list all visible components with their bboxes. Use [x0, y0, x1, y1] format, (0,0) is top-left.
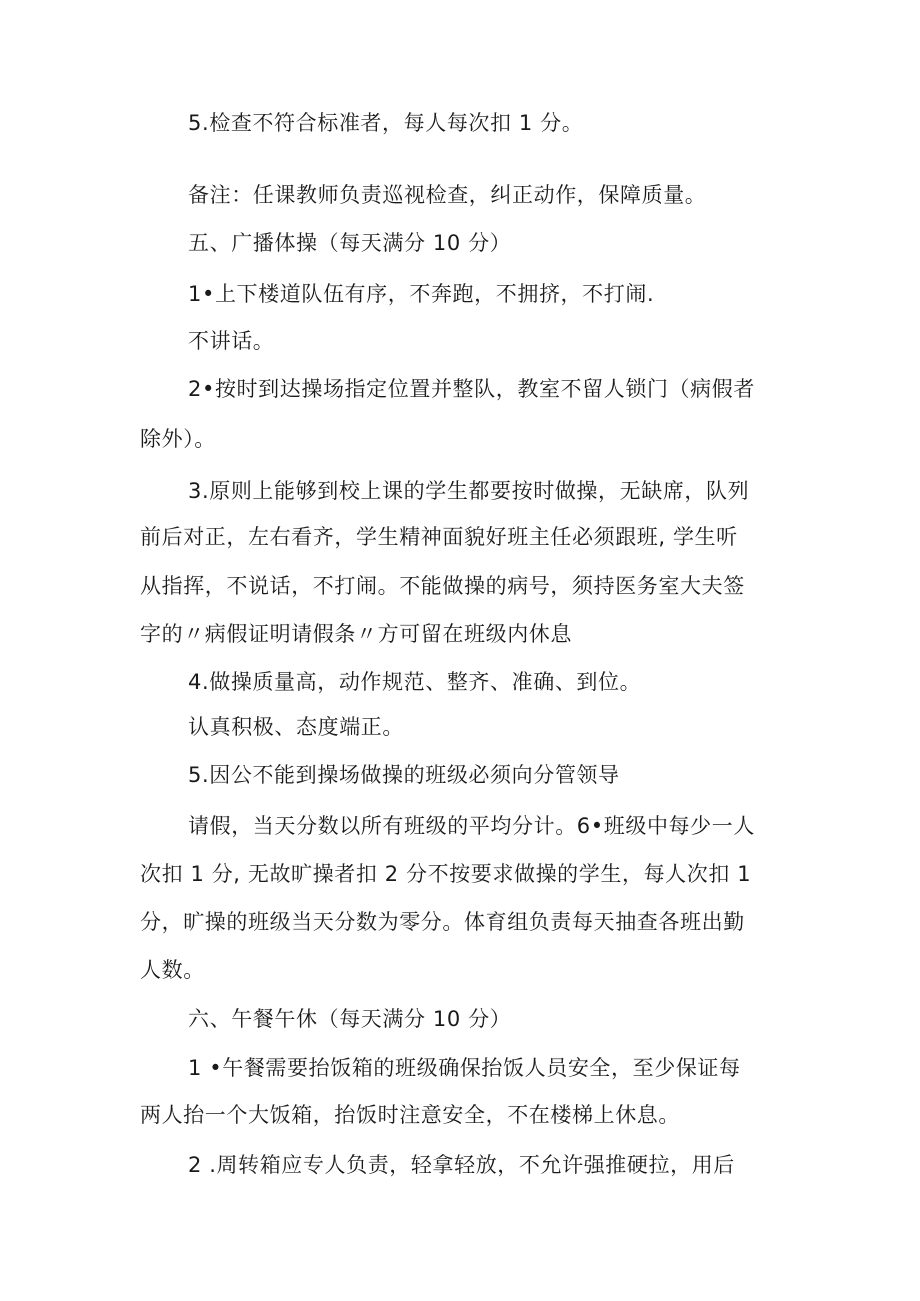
text-line: 除外）。	[140, 427, 216, 451]
text-line: 次扣 1 分, 无故旷操者扣 2 分不按要求做操的学生，每人次扣 1	[140, 862, 752, 886]
text-line: 3.原则上能够到校上课的学生都要按时做操，无缺席，队列	[188, 479, 750, 503]
text-line: 分，旷操的班级当天分数为零分。体育组负责每天抽查各班出勤	[140, 910, 745, 934]
remark-line: 备注：任课教师负责巡视检查，纠正动作，保障质量。	[188, 183, 707, 207]
text-line: 字的〃病假证明请假条〃方可留在班级内休息	[140, 622, 572, 646]
text-line: 5.因公不能到操场做操的班级必须向分管领导	[188, 763, 620, 787]
text-line: 5.检查不符合标准者，每人每次扣 1 分。	[188, 111, 584, 135]
text-line: 认真积极、态度端正。	[188, 715, 404, 739]
text-line: 1 •午餐需要抬饭箱的班级确保抬饭人员安全，至少保证每	[188, 1056, 741, 1080]
section-heading: 六、午餐午休（每天满分 10 分）	[188, 1007, 512, 1031]
text-line: 2•按时到达操场指定位置并整队，教室不留人锁门（病假者	[188, 377, 755, 401]
text-line: 前后对正，左右看齐，学生精神面貌好班主任必须跟班, 学生听	[140, 525, 738, 549]
text-line: 4.做操质量高，动作规范、整齐、准确、到位。	[188, 670, 642, 694]
text-line: 不讲话。	[188, 329, 275, 353]
text-line: 两人抬一个大饭箱，抬饭时注意安全，不在楼梯上休息。	[140, 1103, 680, 1127]
text-line: 2 .周转箱应专人负责，轻拿轻放，不允许强推硬拉，用后	[188, 1153, 735, 1177]
text-line: 人数。	[140, 958, 205, 982]
text-line: 请假，当天分数以所有班级的平均分计。6•班级中每少一人	[188, 814, 755, 838]
text-line: 1•上下楼道队伍有序，不奔跑，不拥挤，不打闹.	[188, 282, 655, 306]
text-line: 从指挥，不说话，不打闹。不能做操的病号，须持医务室大夫签	[140, 574, 745, 598]
section-heading: 五、广播体操（每天满分 10 分）	[188, 231, 512, 255]
